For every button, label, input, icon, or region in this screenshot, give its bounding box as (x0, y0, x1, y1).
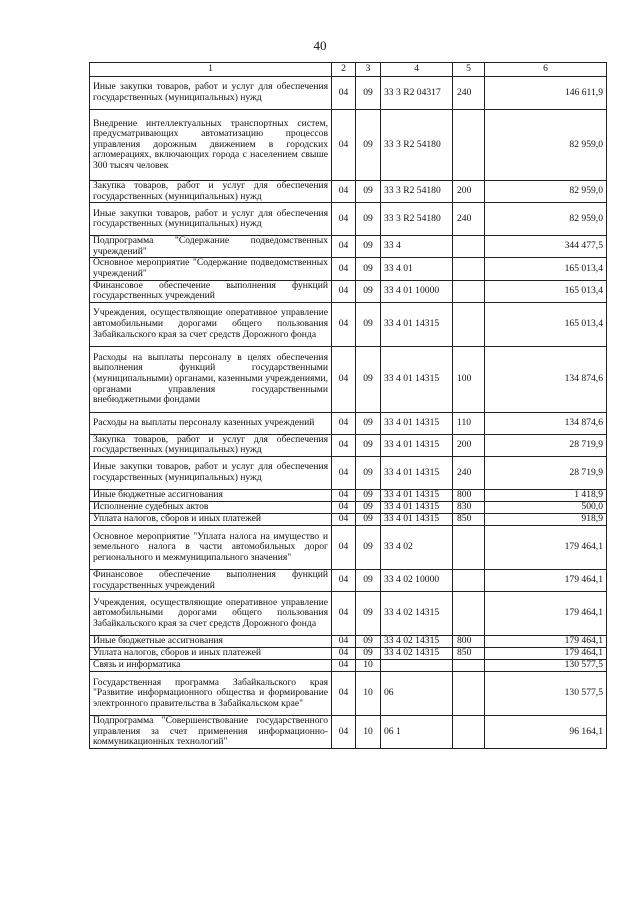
row-section: 04 (332, 77, 356, 110)
table-row (90, 513, 607, 525)
row-section: 04 (332, 501, 356, 513)
row-target-code: 33 4 02 14315 (381, 636, 453, 648)
row-expense-type (453, 592, 485, 636)
row-section: 04 (332, 258, 356, 280)
page-number: 40 (313, 38, 327, 53)
table-row (90, 280, 607, 302)
row-subsection: 09 (356, 434, 381, 456)
row-expense-type: 240 (453, 203, 485, 236)
table-row (90, 636, 607, 648)
header-col-3: 3 (356, 63, 381, 77)
row-name: Закупка товаров, работ и услуг для обеспечения государственных (муниципальных) нужд (90, 181, 332, 203)
row-amount: 179 464,1 (485, 592, 607, 636)
table-row (90, 346, 607, 412)
row-target-code (381, 660, 453, 672)
row-target-code: 33 4 02 14315 (381, 592, 453, 636)
row-target-code: 33 4 01 10000 (381, 280, 453, 302)
row-subsection: 10 (356, 672, 381, 716)
row-section: 04 (332, 660, 356, 672)
row-name: Иные бюджетные ассигнования (90, 489, 332, 501)
row-target-code: 33 4 02 (381, 525, 453, 569)
row-section: 04 (332, 203, 356, 236)
row-amount: 82 959,0 (485, 110, 607, 181)
row-amount: 344 477,5 (485, 236, 607, 258)
header-col-6: 6 (485, 63, 607, 77)
row-target-code: 33 4 01 14315 (381, 489, 453, 501)
row-name: Финансовое обеспечение выполнения функций государственных учреждений (90, 569, 332, 591)
row-expense-type: 100 (453, 346, 485, 412)
row-section: 04 (332, 648, 356, 660)
row-name: Основное мероприятие "Содержание подведомственных учреждений" (90, 258, 332, 280)
row-section: 04 (332, 181, 356, 203)
row-target-code: 33 4 01 14315 (381, 456, 453, 489)
row-target-code: 06 1 (381, 716, 453, 749)
row-subsection: 09 (356, 569, 381, 591)
row-name: Учреждения, осуществляющие оперативное управление автомобильными дорогами общего пользования Забайкальского края за счет средств Дорожного фонда (90, 592, 332, 636)
row-name: Иные бюджетные ассигнования (90, 636, 332, 648)
row-target-code: 33 4 01 (381, 258, 453, 280)
row-target-code: 33 4 (381, 236, 453, 258)
row-target-code: 06 (381, 672, 453, 716)
row-name: Закупка товаров, работ и услуг для обеспечения государственных (муниципальных) нужд (90, 434, 332, 456)
table-row (90, 412, 607, 434)
row-expense-type (453, 672, 485, 716)
table-row (90, 569, 607, 591)
row-expense-type: 200 (453, 181, 485, 203)
row-section: 04 (332, 525, 356, 569)
row-name: Уплата налогов, сборов и иных платежей (90, 648, 332, 660)
row-amount: 179 464,1 (485, 648, 607, 660)
row-subsection: 10 (356, 716, 381, 749)
table-row (90, 203, 607, 236)
table-row (90, 489, 607, 501)
row-amount: 96 164,1 (485, 716, 607, 749)
row-subsection: 09 (356, 525, 381, 569)
row-amount: 130 577,5 (485, 660, 607, 672)
row-expense-type (453, 569, 485, 591)
row-target-code: 33 4 01 14315 (381, 302, 453, 346)
row-name: Финансовое обеспечение выполнения функций государственных учреждений (90, 280, 332, 302)
header-col-5: 5 (453, 63, 485, 77)
table-row (90, 77, 607, 110)
row-target-code: 33 3 R2 54180 (381, 181, 453, 203)
row-subsection: 09 (356, 203, 381, 236)
table-row (90, 672, 607, 716)
row-expense-type: 240 (453, 77, 485, 110)
row-target-code: 33 3 R2 54180 (381, 203, 453, 236)
row-amount: 82 959,0 (485, 181, 607, 203)
table-row (90, 501, 607, 513)
row-name: Учреждения, осуществляющие оперативное управление автомобильными дорогами общего пользования Забайкальского края за счет средств Дорожного фонда (90, 302, 332, 346)
row-subsection: 09 (356, 110, 381, 181)
row-section: 04 (332, 716, 356, 749)
row-section: 04 (332, 636, 356, 648)
row-name: Уплата налогов, сборов и иных платежей (90, 513, 332, 525)
header-col-2: 2 (332, 63, 356, 77)
row-name: Расходы на выплаты персоналу казенных учреждений (90, 412, 332, 434)
row-amount: 130 577,5 (485, 672, 607, 716)
row-amount: 82 959,0 (485, 203, 607, 236)
row-expense-type (453, 302, 485, 346)
row-expense-type: 240 (453, 456, 485, 489)
row-expense-type (453, 280, 485, 302)
row-name: Подпрограмма "Совершенствование государственного управления за счет применения информационно-коммуникационных технологий" (90, 716, 332, 749)
table-row (90, 110, 607, 181)
row-target-code: 33 3 R2 04317 (381, 77, 453, 110)
row-section: 04 (332, 569, 356, 591)
table-row (90, 181, 607, 203)
row-section: 04 (332, 346, 356, 412)
row-name: Расходы на выплаты персоналу в целях обеспечения выполнения функций государственными (муниципальными) органами, казенными учреждениями, органами управления государственными внебюджетными фондами (90, 346, 332, 412)
row-expense-type (453, 716, 485, 749)
table-header-row (90, 63, 607, 77)
row-expense-type: 110 (453, 412, 485, 434)
row-amount: 1 418,9 (485, 489, 607, 501)
row-target-code: 33 4 01 14315 (381, 513, 453, 525)
table-row (90, 716, 607, 749)
row-name: Подпрограмма "Содержание подведомственных учреждений" (90, 236, 332, 258)
row-section: 04 (332, 412, 356, 434)
row-section: 04 (332, 110, 356, 181)
row-expense-type: 850 (453, 648, 485, 660)
row-name: Исполнение судебных актов (90, 501, 332, 513)
row-section: 04 (332, 236, 356, 258)
row-name: Государственная программа Забайкальского края "Развитие информационного общества и формирование электронного правительства в Забайкальском крае" (90, 672, 332, 716)
row-section: 04 (332, 513, 356, 525)
row-name: Связь и информатика (90, 660, 332, 672)
row-target-code: 33 4 01 14315 (381, 434, 453, 456)
row-name: Иные закупки товаров, работ и услуг для обеспечения государственных (муниципальных) нужд (90, 77, 332, 110)
row-amount: 28 719,9 (485, 434, 607, 456)
table-row (90, 525, 607, 569)
row-expense-type (453, 258, 485, 280)
row-amount: 165 013,4 (485, 302, 607, 346)
row-subsection: 09 (356, 456, 381, 489)
row-amount: 918,9 (485, 513, 607, 525)
row-target-code: 33 3 R2 54180 (381, 110, 453, 181)
table-row (90, 456, 607, 489)
row-name: Основное мероприятие "Уплата налога на имущество и земельного налога в части автомобильных дорог регионального и межмуниципального значения" (90, 525, 332, 569)
row-amount: 134 874,6 (485, 346, 607, 412)
table-row (90, 592, 607, 636)
row-subsection: 09 (356, 592, 381, 636)
row-subsection: 09 (356, 648, 381, 660)
row-subsection: 09 (356, 346, 381, 412)
row-subsection: 09 (356, 77, 381, 110)
row-expense-type (453, 236, 485, 258)
row-name: Иные закупки товаров, работ и услуг для обеспечения государственных (муниципальных) нужд (90, 456, 332, 489)
row-target-code: 33 4 02 14315 (381, 648, 453, 660)
row-subsection: 09 (356, 258, 381, 280)
row-expense-type: 800 (453, 489, 485, 501)
row-expense-type (453, 660, 485, 672)
row-target-code: 33 4 01 14315 (381, 412, 453, 434)
row-section: 04 (332, 672, 356, 716)
row-amount: 179 464,1 (485, 525, 607, 569)
row-section: 04 (332, 456, 356, 489)
row-amount: 134 874,6 (485, 412, 607, 434)
row-subsection: 09 (356, 181, 381, 203)
row-subsection: 09 (356, 412, 381, 434)
row-amount: 500,0 (485, 501, 607, 513)
table-row (90, 236, 607, 258)
header-col-4: 4 (381, 63, 453, 77)
row-name: Иные закупки товаров, работ и услуг для обеспечения государственных (муниципальных) нужд (90, 203, 332, 236)
row-section: 04 (332, 434, 356, 456)
row-expense-type: 830 (453, 501, 485, 513)
row-subsection: 09 (356, 236, 381, 258)
row-section: 04 (332, 489, 356, 501)
table-row (90, 660, 607, 672)
table-row (90, 434, 607, 456)
budget-table (89, 62, 607, 749)
row-section: 04 (332, 280, 356, 302)
row-target-code: 33 4 01 14315 (381, 346, 453, 412)
row-expense-type (453, 525, 485, 569)
row-subsection: 09 (356, 636, 381, 648)
row-subsection: 09 (356, 280, 381, 302)
row-subsection: 09 (356, 513, 381, 525)
row-expense-type: 200 (453, 434, 485, 456)
row-expense-type (453, 110, 485, 181)
row-section: 04 (332, 302, 356, 346)
header-col-1: 1 (90, 63, 332, 77)
row-subsection: 09 (356, 302, 381, 346)
table-row (90, 648, 607, 660)
row-amount: 179 464,1 (485, 636, 607, 648)
row-expense-type: 850 (453, 513, 485, 525)
row-target-code: 33 4 02 10000 (381, 569, 453, 591)
row-amount: 146 611,9 (485, 77, 607, 110)
row-amount: 28 719,9 (485, 456, 607, 489)
row-subsection: 09 (356, 501, 381, 513)
row-section: 04 (332, 592, 356, 636)
row-subsection: 10 (356, 660, 381, 672)
row-amount: 165 013,4 (485, 280, 607, 302)
row-subsection: 09 (356, 489, 381, 501)
table-row (90, 258, 607, 280)
row-amount: 179 464,1 (485, 569, 607, 591)
row-amount: 165 013,4 (485, 258, 607, 280)
row-name: Внедрение интеллектуальных транспортных систем, предусматривающих автоматизацию процессов управления дорожным движением в городских агломерациях, включающих города с населением свыше 300 тысяч человек (90, 110, 332, 181)
row-expense-type: 800 (453, 636, 485, 648)
row-target-code: 33 4 01 14315 (381, 501, 453, 513)
table-row (90, 302, 607, 346)
